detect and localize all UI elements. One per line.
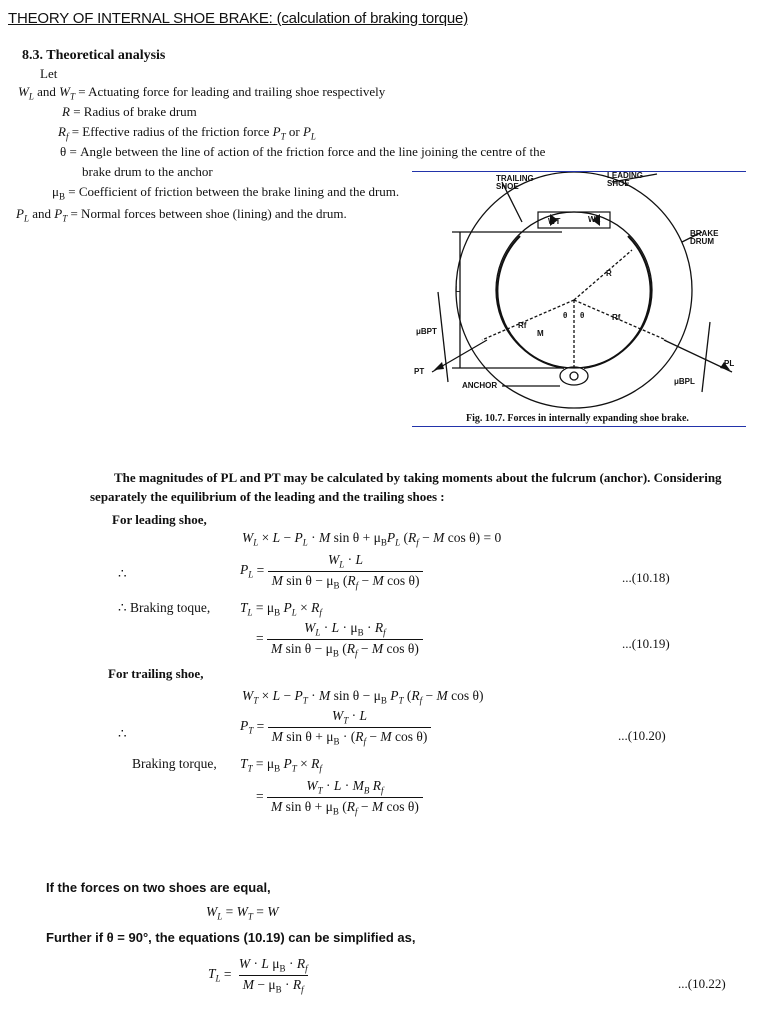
eq-leading-moment: $W_L \times L - P_L \cdot M$ $\sin \theta + \mu_BP_L$ ($R_f - M$ cos θ) = 0 [242, 530, 502, 548]
label-theta-left: θ [563, 311, 568, 320]
section-heading: 8.3. Theoretical analysis [22, 48, 166, 63]
label-rf-left: Rf [518, 321, 527, 330]
label-m: M [537, 329, 544, 338]
leading-shoe-heading: For leading shoe, [112, 512, 207, 527]
braking-torque-label-2: Braking torque, [132, 756, 217, 771]
eq-tt-expanded: = $\frac{W_T \cdot L \cdot M_B R_f}{M \sin \theta + \mu_B (R_f - M \cos \theta)}$ [256, 778, 423, 816]
def-theta: θ = Angle between the line of action of the friction force and the line joining the centre of the [60, 144, 546, 159]
therefore-2: ∴ [118, 726, 127, 741]
ref-10-19: ...(10.19) [622, 636, 670, 651]
ref-10-22: ...(10.22) [678, 976, 726, 991]
def-theta-cont: brake drum to the anchor [82, 164, 213, 179]
def-mu: $\mu_B$ = Coefficient of friction between the brake lining and the drum. [52, 184, 400, 202]
label-brake-drum: BRAKE DRUM [690, 229, 719, 246]
leading-shoe [584, 236, 651, 368]
label-l: L [455, 285, 460, 294]
def-w: $W_L$ and $W_T$ = Actuating force for leading and trailing shoe respectively [18, 84, 386, 102]
label-wt: WT [548, 217, 561, 226]
figure-caption: Fig. 10.7. Forces in internally expanding shoe brake. [466, 413, 689, 424]
eq-tt: $T_T = \mu_B$ $P_T \times R_f$ [240, 756, 322, 774]
therefore-1: ∴ [118, 566, 127, 581]
label-mu-pt: μBPT [416, 327, 437, 336]
eq-pl: $P_L$ = $\frac{W_L \cdot L}{M \sin \theta - \mu_B (R_f - M \cos \theta)}$ [240, 552, 423, 590]
ref-10-18: ...(10.18) [622, 570, 670, 585]
let-text: Let [40, 66, 58, 81]
label-trailing-shoe: TRAILING SHOE [496, 174, 534, 191]
brake-diagram [412, 172, 746, 412]
intro-paragraph: The magnitudes of PL and PT may be calculated by taking moments about the fulcrum (anchor). Considering separately the equilibrium of the leading and the trailing shoes : [90, 470, 722, 504]
def-p: $P_L$ and $P_T$ = Normal forces between shoe (lining) and the drum. [16, 206, 347, 224]
def-rf: $R_f$ = Effective radius of the friction force $P_T$ or $P_L$ [58, 124, 316, 142]
trailing-shoe [497, 236, 564, 368]
label-pt: PT [414, 367, 425, 376]
page-title: THEORY OF INTERNAL SHOE BRAKE: (calculation of braking torque) [8, 10, 468, 27]
eq-equal-forces: $W_L = W_T = W$ [206, 904, 279, 922]
eq-pt: $P_T$ = $\frac{W_T \cdot L}{M \sin \theta + \mu_B \cdot (R_f - M \cos \theta)}$ [240, 708, 431, 746]
label-r: R [606, 269, 612, 278]
eq-tl-expanded: = $\frac{W_L \cdot L \cdot \mu_B \cdot R_f}{M \sin \theta - \mu_B (R_f - M \cos \theta)}$ [256, 620, 423, 658]
eq-tl-simplified: $T_L$ = $\frac{W \cdot L \mu_B \cdot R_f}{M - \mu_B \cdot R_f}$ [208, 956, 308, 995]
label-wl: WL [588, 215, 601, 224]
anchor-pin [560, 367, 588, 385]
label-rf-right: Rf [612, 313, 621, 322]
equal-forces-text: If the forces on two shoes are equal, [46, 880, 271, 895]
label-pl: PL [724, 359, 735, 368]
simplify-text: Further if θ = 90°, the equations (10.19) can be simplified as, [46, 930, 416, 945]
label-anchor: ANCHOR [462, 381, 498, 390]
label-mu-pl: μBPL [674, 377, 695, 386]
trailing-shoe-heading: For trailing shoe, [108, 666, 204, 681]
figure-bottom-rule [412, 426, 746, 427]
label-theta-right: θ [580, 311, 585, 320]
braking-torque-label-1: ∴ Braking toque, [118, 600, 211, 615]
eq-tl: $T_L = \mu_B$ $P_L \times R_f$ [240, 600, 322, 618]
eq-trailing-moment: $W_T \times L - P_T \cdot M$ $\sin \theta - \mu_B$ $P_T$ ($R_f - M$ cos θ) [242, 688, 484, 706]
label-leading-shoe: LEADING SHOE [607, 171, 643, 188]
ref-10-20: ...(10.20) [618, 728, 666, 743]
def-r: R = Radius of brake drum [62, 104, 197, 119]
